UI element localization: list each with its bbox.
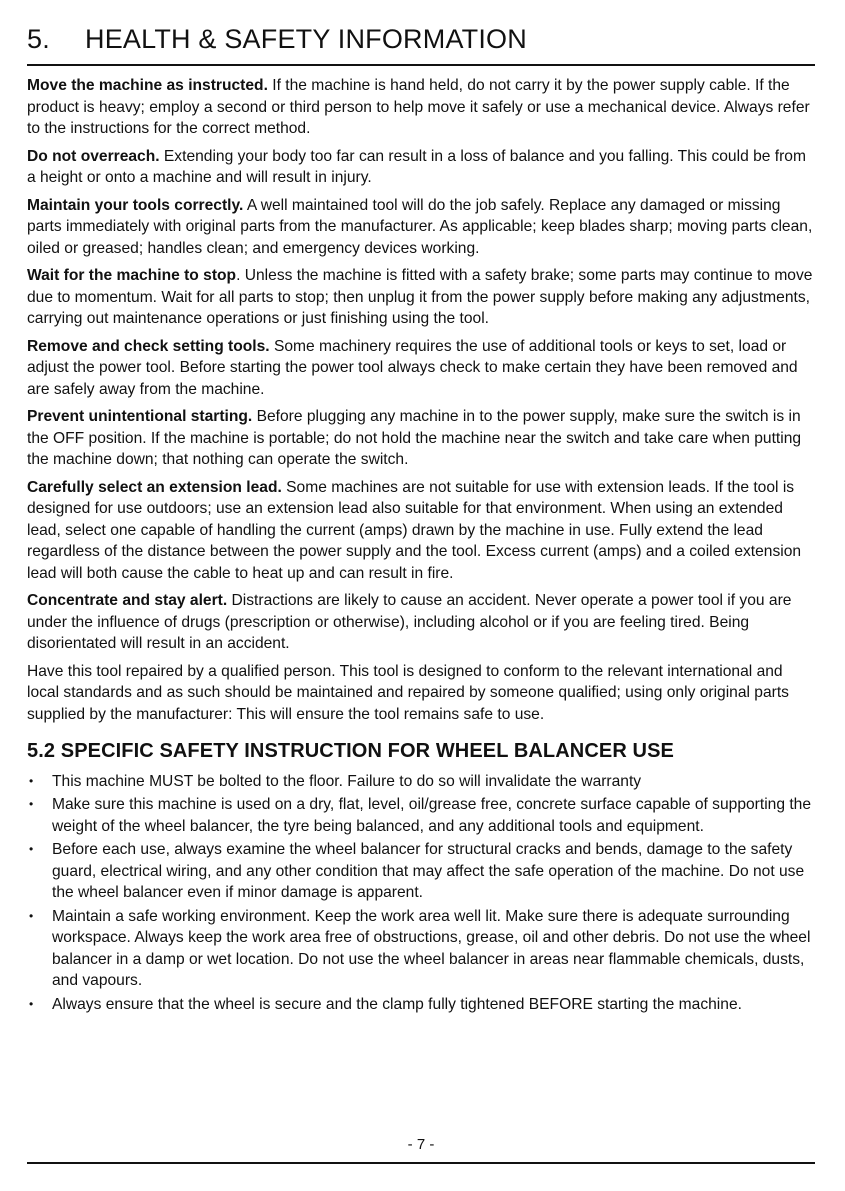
- paragraph-text: A well maintained tool will do the job safely. Replace any damaged or missing parts immediately with original parts from the manufacturer. As applicable; keep blades sharp; moving parts clean, oiled or greased; handles clean; and emergency devices working.: [27, 196, 813, 257]
- paragraph-text: Distractions are likely to cause an accident. Never operate a power tool if you are under the influence of drugs (prescription or otherwise), including alcohol or if you are feeling tired. Being disorientated will result in an accident.: [27, 592, 792, 652]
- paragraph-heading: Maintain your tools correctly.: [27, 196, 244, 214]
- section-heading: [27, 24, 527, 55]
- safety-paragraph: [27, 590, 815, 655]
- safety-paragraph: [27, 406, 815, 471]
- paragraph-text: If the machine is hand held, do not carry it by the power supply cable. If the product is heavy; employ a second or third person to help move it safely or use a mechanical device. Always refer to the instructions for the correct method.: [27, 77, 810, 137]
- paragraph-text: Some machinery requires the use of additional tools or keys to set, load or adjust the power tool. Before starting the power tool always check to make certain they have been removed and are safely away from the machine.: [27, 337, 798, 398]
- page-body: [27, 75, 815, 1017]
- list-item-text: Make sure this machine is used on a dry, flat, level, oil/grease free, concrete surface capable of supporting the weight of the wheel balancer, the tyre being balanced, and any additional tools and equipment.: [52, 796, 812, 835]
- paragraph-heading: Wait for the machine to stop: [27, 267, 237, 284]
- list-item: [27, 994, 815, 1016]
- list-item: [27, 839, 815, 904]
- safety-paragraph: [27, 195, 815, 260]
- paragraph-heading: Carefully select an extension lead.: [27, 478, 282, 496]
- list-item-text: Always ensure that the wheel is secure and the clamp fully tightened BEFORE starting the machine.: [52, 995, 742, 1013]
- list-item: [27, 771, 815, 793]
- list-item-text: Maintain a safe working environment. Keep the work area well lit. Make sure there is adequate surrounding workspace. Always keep the work area free of obstructions, grease, oil and other debris. Do not use the wheel balancer in a damp or wet location. Do not use the wheel balancer in areas near flammable chemicals, dusts, and vapours.: [52, 907, 811, 989]
- bullet-icon: •: [29, 773, 34, 788]
- section-number: 5.: [27, 24, 50, 54]
- safety-paragraph: [27, 75, 815, 140]
- safety-paragraph: [27, 477, 815, 585]
- page-number: - 7 -: [407, 1136, 435, 1153]
- list-item-text: This machine MUST be bolted to the floor. Failure to do so will invalidate the warranty: [52, 772, 642, 790]
- paragraph-text: Have this tool repaired by a qualified person. This tool is designed to conform to the relevant international and local standards and as such should be maintained and repaired by someone qualified; using only original parts supplied by the manufacturer: This will ensure the tool remains safe to use.: [27, 662, 789, 723]
- safety-paragraph: [27, 336, 815, 401]
- list-item-text: Before each use, always examine the wheel balancer for structural cracks and bends, damage to the safety guard, electrical wiring, and any other condition that may affect the safe operation of the machine. Do not use the wheel balancer even if minor damage is apparent.: [52, 841, 805, 901]
- subsection-title: 5.2 SPECIFIC SAFETY INSTRUCTION FOR WHEEL BALANCER USE: [27, 740, 674, 762]
- paragraph-heading: Remove and check setting tools.: [27, 337, 270, 355]
- paragraph-heading: Prevent unintentional starting.: [27, 408, 253, 425]
- bullet-icon: •: [29, 996, 34, 1011]
- paragraph-text: . Unless the machine is fitted with a safety brake; some parts may continue to move due to momentum. Wait for all parts to stop; then unplug it from the power supply before making any adjustments, carrying out maintenance operations or just finishing using the tool.: [27, 267, 813, 327]
- paragraph-text: Some machines are not suitable for use with extension leads. If the tool is designed for use outdoors; use an extension lead also suitable for that environment. When using an extended lead, select one capable of handling the current (amps) drawn by the machine in use. Fully extend the lead regardless of the distance between the power supply and the tool. Excess current (amps) and a coiled extension lead will both cause the cable to heat up and can result in fire.: [27, 478, 802, 582]
- paragraph-text: Extending your body too far can result in a loss of balance and you falling. This could be from a height or onto a machine and will result in injury.: [27, 147, 806, 186]
- footer-rule: [27, 1162, 815, 1164]
- repair-paragraph: [27, 661, 815, 726]
- bullet-icon: •: [29, 797, 34, 811]
- bullet-icon: •: [29, 842, 34, 856]
- list-item: [27, 906, 815, 992]
- paragraph-heading: Do not overreach.: [27, 147, 160, 165]
- paragraph-heading: Concentrate and stay alert.: [27, 592, 228, 609]
- paragraph-text: Before plugging any machine in to the power supply, make sure the switch is in the OFF position. If the machine is portable; do not hold the machine near the switch and take care when putting the machine down; that nothing can operate the switch.: [27, 408, 802, 468]
- safety-paragraph: [27, 146, 815, 189]
- safety-paragraph: [27, 265, 815, 330]
- safety-paragraphs: [27, 75, 815, 725]
- paragraph-heading: Move the machine as instructed.: [27, 77, 268, 94]
- header-rule: [27, 64, 815, 66]
- wheel-balancer-instructions-list: [27, 771, 815, 1016]
- bullet-icon: •: [29, 908, 34, 923]
- section-title: HEALTH & SAFETY INFORMATION: [85, 24, 527, 54]
- list-item: [27, 794, 815, 837]
